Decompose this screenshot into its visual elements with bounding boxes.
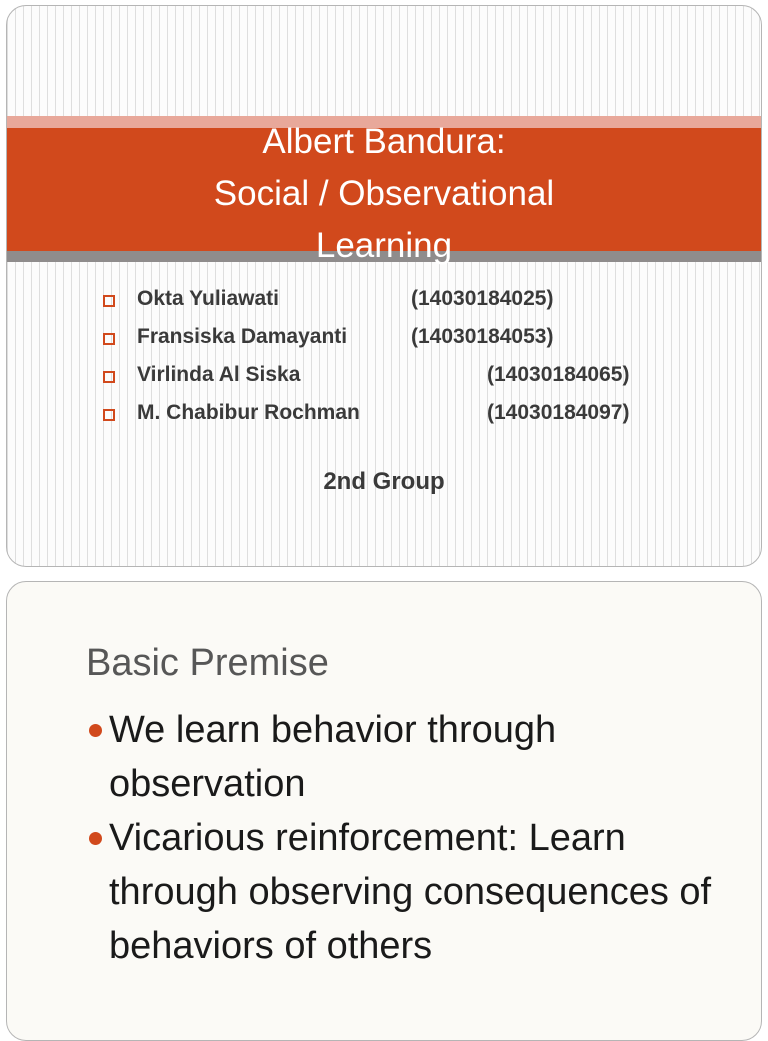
- content-slide: [6, 581, 762, 1041]
- bullet-text: We learn behavior through observation: [109, 709, 557, 805]
- member-id: (14030184053): [411, 325, 554, 348]
- member-name: Fransiska Damayanti: [137, 325, 348, 348]
- square-bullet-icon: [103, 409, 115, 421]
- member-id: (14030184025): [411, 287, 554, 310]
- bullet-text: Vicarious reinforcement: Learn through observing consequences of behaviors of others: [109, 817, 712, 967]
- bullet-item: [87, 703, 727, 811]
- group-label: 2nd Group: [323, 468, 445, 495]
- square-bullet-icon: [103, 333, 115, 345]
- bullet-dot-icon: [89, 832, 102, 845]
- member-name: Okta Yuliawati: [137, 287, 280, 310]
- title-line: Learning: [315, 226, 453, 265]
- member-name: M. Chabibur Rochman: [137, 401, 360, 424]
- title-line: Albert Bandura:: [262, 122, 506, 161]
- slide-heading: Basic Premise: [86, 642, 329, 684]
- bullet-list: [87, 703, 727, 973]
- bullet-item: [87, 811, 727, 973]
- member-id: (14030184097): [487, 401, 630, 424]
- member-name: Virlinda Al Siska: [137, 363, 301, 386]
- square-bullet-icon: [103, 295, 115, 307]
- member-id: (14030184065): [487, 363, 630, 386]
- square-bullet-icon: [103, 371, 115, 383]
- title-line: Social / Observational: [213, 174, 555, 213]
- bullet-dot-icon: [89, 724, 102, 737]
- slide-title: [7, 116, 761, 272]
- title-slide: [6, 5, 762, 567]
